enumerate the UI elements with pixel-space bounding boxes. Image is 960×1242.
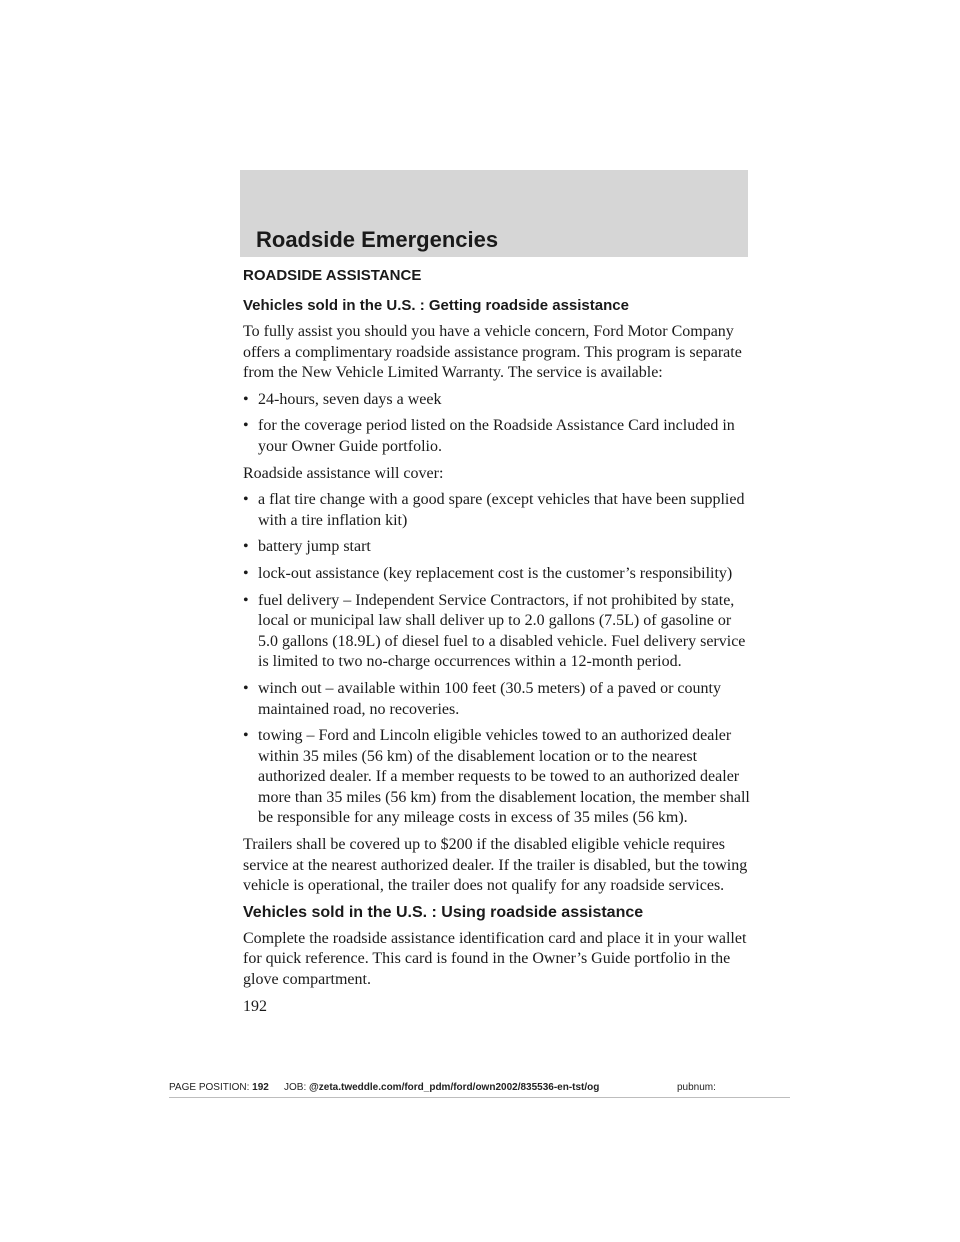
list-item: • lock-out assistance (key replacement cost is the customer’s responsibility)	[243, 564, 751, 585]
job-label: JOB:	[284, 1082, 307, 1093]
list-item: • 24-hours, seven days a week	[243, 390, 751, 411]
bullet-icon: •	[243, 417, 249, 435]
job-info	[284, 1082, 599, 1093]
page-content	[243, 266, 751, 1017]
bullet-icon: •	[243, 564, 249, 582]
coverage-list	[243, 490, 751, 829]
list-item: • for the coverage period listed on the Roadside Assistance Card included in your Owner Guide portfolio.	[243, 417, 735, 455]
bullet-icon: •	[243, 591, 249, 609]
job-value: @zeta.tweddle.com/ford_pdm/ford/own2002/835536-en-tst/og	[309, 1082, 600, 1093]
pubnum-label: pubnum:	[677, 1082, 716, 1093]
intro-paragraph: To fully assist you should you have a vehicle concern, Ford Motor Company offers a complimentary roadside assistance program. This program is separate from the New Vehicle Limited Warranty. The service is available:	[243, 323, 742, 382]
coverage-intro: Roadside assistance will cover:	[243, 464, 444, 482]
list-item: • battery jump start	[243, 537, 751, 558]
list-item: • fuel delivery – Independent Service Contractors, if not prohibited by state, local or municipal law shall deliver up to 2.0 gallons (7.5L) of gasoline or 5.0 gallons (18.9L) of diesel fuel to a disabled vehicle. Fuel delivery service is limited to two no-charge occurrences within a 12-month period.	[243, 591, 746, 671]
bullet-icon: •	[243, 390, 249, 408]
chapter-banner	[240, 170, 748, 257]
bullet-icon: •	[243, 727, 249, 745]
list-item: • winch out – available within 100 feet (30.5 meters) of a paved or county maintained road, no recoveries.	[243, 679, 721, 718]
subsection-heading-using: Vehicles sold in the U.S. : Using roadside assistance	[243, 903, 644, 921]
bullet-icon: •	[243, 538, 249, 556]
availability-list	[243, 390, 751, 458]
section-heading: ROADSIDE ASSISTANCE	[243, 267, 422, 284]
bullet-icon: •	[243, 491, 249, 509]
page-number: 192	[243, 997, 267, 1015]
bullet-icon: •	[243, 679, 249, 697]
list-item: • towing – Ford and Lincoln eligible vehicles towed to an authorized dealer within 35 miles (56 km) of the disablement location or to the nearest authorized dealer. If a member requests to be towed to an authorized dealer more than 35 miles (56 km) from the disablement location, the member shall be responsible for any mileage costs in excess of 35 miles (56 km).	[243, 727, 750, 827]
footer-divider	[169, 1097, 790, 1098]
print-footer	[169, 1082, 790, 1093]
using-paragraph: Complete the roadside assistance identification card and place it in your wallet for quick reference. This card is found in the Owner’s Guide portfolio in the glove compartment.	[243, 929, 747, 989]
chapter-title: Roadside Emergencies	[256, 227, 499, 252]
list-item: • a flat tire change with a good spare (except vehicles that have been supplied with a tire inflation kit)	[243, 491, 745, 529]
page-position-value: 192	[252, 1082, 269, 1093]
trailers-paragraph: Trailers shall be covered up to $200 if the disabled eligible vehicle requires service at the nearest authorized dealer. If the trailer is disabled, but the towing vehicle is operational, the trailer does not qualify for any roadside services.	[243, 836, 748, 895]
page-position-label: PAGE POSITION:	[169, 1082, 250, 1093]
subsection-heading-getting: Vehicles sold in the U.S. : Getting roadside assistance	[243, 297, 629, 314]
